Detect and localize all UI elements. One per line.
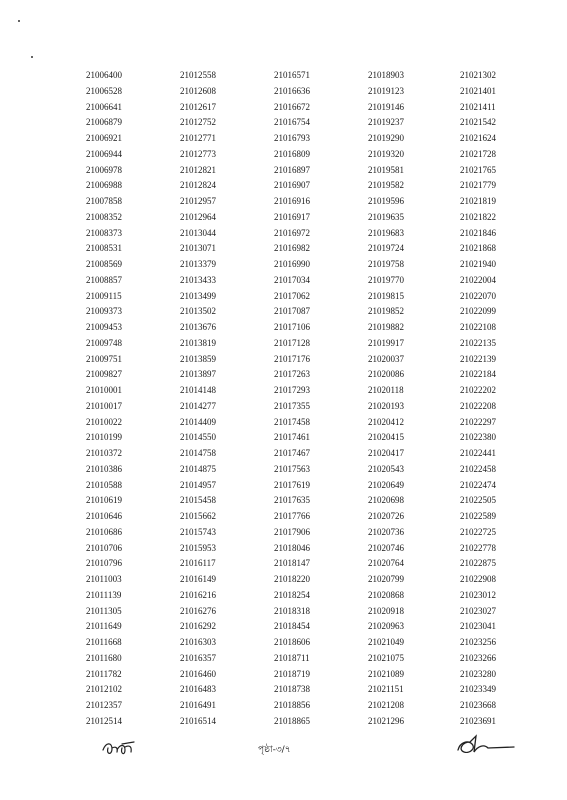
roll-number: 21020412 <box>368 416 404 427</box>
roll-number: 21021208 <box>368 700 404 710</box>
roll-number: 21021779 <box>460 180 496 191</box>
roll-number: 21019815 <box>368 290 404 301</box>
roll-number: 21020799 <box>368 574 404 584</box>
roll-number: 21014277 <box>180 400 216 411</box>
roll-number: 21017355 <box>274 400 310 411</box>
roll-number: 21009827 <box>86 369 122 380</box>
roll-number: 21015743 <box>180 526 216 537</box>
roll-number: 21012771 <box>180 133 216 143</box>
roll-number: 21019237 <box>368 117 404 128</box>
roll-number: 21013379 <box>180 259 216 269</box>
roll-number: 21022297 <box>460 416 496 427</box>
roll-number: 21023266 <box>460 652 496 663</box>
roll-number: 21023041 <box>460 621 496 632</box>
roll-number: 21016216 <box>180 589 216 600</box>
roll-number: 21020868 <box>368 589 404 600</box>
roll-number: 21014550 <box>180 432 216 443</box>
roll-number: 21021151 <box>368 684 404 695</box>
roll-number: 21022202 <box>460 385 496 395</box>
roll-number: 21017034 <box>274 274 310 285</box>
roll-number: 21016571 <box>274 70 310 80</box>
roll-number: 21020726 <box>368 511 404 521</box>
roll-number: 21012773 <box>180 148 216 159</box>
roll-number: 21010796 <box>86 558 122 569</box>
roll-number: 21022208 <box>460 400 496 411</box>
roll-number: 21022505 <box>460 495 496 506</box>
roll-number: 21014758 <box>180 448 216 458</box>
roll-number: 21016897 <box>274 164 310 175</box>
roll-column-3 <box>274 68 368 730</box>
roll-number: 21018606 <box>274 637 310 647</box>
page-footer <box>0 728 567 768</box>
roll-number: 21009748 <box>86 337 122 348</box>
roll-number: 21012957 <box>180 196 216 206</box>
roll-number: 21019882 <box>368 322 404 332</box>
roll-number: 21018719 <box>274 668 310 679</box>
roll-number: 21012617 <box>180 101 216 112</box>
roll-number: 21016907 <box>274 180 310 191</box>
roll-number: 21016636 <box>274 85 310 96</box>
roll-number: 21011139 <box>86 589 122 600</box>
roll-number: 21012514 <box>86 715 122 726</box>
roll-number: 21017062 <box>274 290 310 301</box>
roll-number: 21017176 <box>274 353 310 364</box>
roll-number: 21017461 <box>274 432 310 443</box>
roll-number: 21006400 <box>86 70 122 80</box>
roll-number: 21020118 <box>368 385 404 395</box>
roll-number: 21016357 <box>180 652 216 663</box>
roll-number: 21006641 <box>86 101 122 112</box>
roll-number: 21022474 <box>460 479 496 490</box>
roll-number: 21023668 <box>460 700 496 710</box>
roll-number: 21019146 <box>368 101 404 112</box>
roll-number: 21011003 <box>86 574 122 584</box>
roll-number: 21016982 <box>274 243 310 254</box>
roll-number: 21014409 <box>180 416 216 427</box>
roll-number: 21023280 <box>460 668 496 679</box>
roll-number: 21017467 <box>274 448 310 458</box>
roll-number: 21019917 <box>368 337 404 348</box>
roll-number: 21019635 <box>368 211 404 222</box>
roll-number: 21014875 <box>180 463 216 474</box>
roll-number: 21016990 <box>274 259 310 269</box>
roll-number-table <box>86 68 526 730</box>
roll-number: 21018856 <box>274 700 310 710</box>
roll-number: 21008352 <box>86 211 122 222</box>
roll-column-1 <box>86 68 180 730</box>
roll-number: 21023349 <box>460 684 496 695</box>
roll-number: 21010017 <box>86 400 122 411</box>
roll-number: 21021075 <box>368 652 404 663</box>
roll-number: 21011680 <box>86 652 122 663</box>
roll-number: 21022380 <box>460 432 496 443</box>
roll-number: 21016514 <box>180 715 216 726</box>
roll-number: 21018454 <box>274 621 310 632</box>
roll-number: 21012357 <box>86 700 122 710</box>
roll-number: 21010372 <box>86 448 122 458</box>
roll-number: 21010022 <box>86 416 122 427</box>
roll-number: 21010001 <box>86 385 122 395</box>
roll-number: 21013499 <box>180 290 216 301</box>
roll-number: 21021302 <box>460 70 496 80</box>
roll-number: 21021940 <box>460 259 496 269</box>
signature-left <box>100 736 140 760</box>
roll-number: 21020736 <box>368 526 404 537</box>
roll-number: 21009115 <box>86 290 122 301</box>
roll-number: 21010199 <box>86 432 122 443</box>
roll-number: 21006944 <box>86 148 122 159</box>
roll-number: 21010646 <box>86 511 122 521</box>
roll-number: 21017263 <box>274 369 310 380</box>
roll-number: 21020698 <box>368 495 404 506</box>
roll-number: 21020037 <box>368 353 404 364</box>
roll-number: 21016972 <box>274 227 310 238</box>
roll-number: 21009751 <box>86 353 122 364</box>
roll-number: 21010588 <box>86 479 122 490</box>
roll-number: 21016917 <box>274 211 310 222</box>
roll-number: 21016149 <box>180 574 216 584</box>
roll-number: 21019770 <box>368 274 404 285</box>
roll-number: 21023012 <box>460 589 496 600</box>
roll-number: 21014957 <box>180 479 216 490</box>
roll-number: 21019683 <box>368 227 404 238</box>
scan-speck <box>18 20 20 22</box>
scan-speck <box>31 56 33 58</box>
roll-number: 21013502 <box>180 306 216 317</box>
roll-number: 21010686 <box>86 526 122 537</box>
roll-number: 21016117 <box>180 558 216 569</box>
roll-number: 21011782 <box>86 668 122 679</box>
roll-number: 21022875 <box>460 558 496 569</box>
roll-number: 21018220 <box>274 574 310 584</box>
roll-number: 21011649 <box>86 621 122 632</box>
roll-number: 21022108 <box>460 322 496 332</box>
roll-number: 21020764 <box>368 558 404 569</box>
roll-column-4 <box>368 68 460 730</box>
roll-number: 21013433 <box>180 274 216 285</box>
roll-number: 21020963 <box>368 621 404 632</box>
roll-number: 21017635 <box>274 495 310 506</box>
roll-number: 21023027 <box>460 605 496 616</box>
roll-number: 21020918 <box>368 605 404 616</box>
roll-number: 21012558 <box>180 70 216 80</box>
roll-number: 21017087 <box>274 306 310 317</box>
roll-number: 21014148 <box>180 385 216 395</box>
roll-number: 21016460 <box>180 668 216 679</box>
roll-number: 21017458 <box>274 416 310 427</box>
roll-number: 21017619 <box>274 479 310 490</box>
roll-number: 21010386 <box>86 463 122 474</box>
roll-number: 21017293 <box>274 385 310 395</box>
roll-number: 21013819 <box>180 337 216 348</box>
roll-number: 21008531 <box>86 243 122 254</box>
roll-number: 21019758 <box>368 259 404 269</box>
roll-number: 21008569 <box>86 259 122 269</box>
roll-number: 21022184 <box>460 369 496 380</box>
roll-number: 21022778 <box>460 542 496 553</box>
roll-number: 21019290 <box>368 133 404 143</box>
roll-number: 21013897 <box>180 369 216 380</box>
roll-number: 21019320 <box>368 148 404 159</box>
roll-number: 21022458 <box>460 463 496 474</box>
roll-number: 21012824 <box>180 180 216 191</box>
roll-column-2 <box>180 68 274 730</box>
page-number: পৃষ্ঠা-৩/৭ <box>258 745 291 755</box>
roll-number: 21021728 <box>460 148 496 159</box>
roll-number: 21012964 <box>180 211 216 222</box>
roll-number: 21023256 <box>460 637 496 647</box>
roll-number: 21019852 <box>368 306 404 317</box>
roll-number: 21008857 <box>86 274 122 285</box>
roll-number: 21012102 <box>86 684 122 695</box>
roll-number: 21017128 <box>274 337 310 348</box>
roll-number: 21010706 <box>86 542 122 553</box>
roll-number: 21019123 <box>368 85 404 96</box>
roll-number: 21011668 <box>86 637 122 647</box>
roll-number: 21012608 <box>180 85 216 96</box>
roll-number: 21009373 <box>86 306 122 317</box>
roll-number: 21013859 <box>180 353 216 364</box>
roll-number: 21017906 <box>274 526 310 537</box>
roll-number: 21012752 <box>180 117 216 128</box>
roll-number: 21021089 <box>368 668 404 679</box>
roll-number: 21015953 <box>180 542 216 553</box>
roll-number: 21020086 <box>368 369 404 380</box>
roll-number: 21015458 <box>180 495 216 506</box>
roll-number: 21022441 <box>460 448 496 458</box>
roll-number: 21006921 <box>86 133 122 143</box>
roll-number: 21016491 <box>180 700 216 710</box>
roll-number: 21018254 <box>274 589 310 600</box>
roll-number: 21010619 <box>86 495 122 506</box>
roll-number: 21018711 <box>274 652 310 663</box>
roll-number: 21020543 <box>368 463 404 474</box>
roll-number: 21018865 <box>274 715 310 726</box>
roll-number: 21009453 <box>86 322 122 332</box>
roll-number: 21022099 <box>460 306 496 317</box>
roll-number: 21018738 <box>274 684 310 695</box>
roll-number: 21011305 <box>86 605 122 616</box>
roll-number: 21020746 <box>368 542 404 553</box>
roll-number: 21016916 <box>274 196 310 206</box>
roll-number: 21021401 <box>460 85 496 96</box>
roll-number: 21021868 <box>460 243 496 254</box>
roll-number: 21016809 <box>274 148 310 159</box>
roll-number: 21016672 <box>274 101 310 112</box>
roll-number: 21018903 <box>368 70 404 80</box>
roll-number: 21018318 <box>274 605 310 616</box>
roll-number: 21019724 <box>368 243 404 254</box>
roll-number: 21016754 <box>274 117 310 128</box>
roll-number: 21022004 <box>460 274 496 285</box>
roll-number: 21013071 <box>180 243 216 254</box>
roll-number: 21006879 <box>86 117 122 128</box>
roll-number: 21013676 <box>180 322 216 332</box>
roll-number: 21006978 <box>86 164 122 175</box>
roll-number: 21013044 <box>180 227 216 238</box>
roll-number: 21016303 <box>180 637 216 647</box>
roll-number: 21022725 <box>460 526 496 537</box>
roll-number: 21022589 <box>460 511 496 521</box>
roll-number: 21017563 <box>274 463 310 474</box>
roll-number: 21017766 <box>274 511 310 521</box>
roll-number: 21021296 <box>368 715 404 726</box>
roll-number: 21016793 <box>274 133 310 143</box>
roll-number: 21020415 <box>368 432 404 443</box>
roll-number: 21019596 <box>368 196 404 206</box>
roll-number: 21015662 <box>180 511 216 521</box>
roll-number: 21021819 <box>460 196 496 206</box>
roll-number: 21006528 <box>86 85 122 96</box>
roll-number: 21019582 <box>368 180 404 191</box>
roll-number: 21016483 <box>180 684 216 695</box>
roll-number: 21008373 <box>86 227 122 238</box>
roll-number: 21020417 <box>368 448 404 458</box>
signature-right <box>452 732 522 760</box>
roll-number: 21021822 <box>460 211 496 222</box>
roll-number: 21021411 <box>460 101 496 112</box>
roll-number: 21016276 <box>180 605 216 616</box>
roll-number: 21018147 <box>274 558 310 569</box>
roll-column-5 <box>460 68 526 730</box>
roll-number: 21020649 <box>368 479 404 490</box>
roll-number: 21016292 <box>180 621 216 632</box>
roll-number: 21017106 <box>274 322 310 332</box>
roll-number: 21006988 <box>86 180 122 191</box>
roll-number: 21019581 <box>368 164 404 175</box>
roll-number: 21012821 <box>180 164 216 175</box>
roll-number: 21022070 <box>460 290 496 301</box>
roll-number: 21022908 <box>460 574 496 584</box>
roll-number: 21022135 <box>460 337 496 348</box>
roll-number: 21007858 <box>86 196 122 206</box>
roll-number: 21021846 <box>460 227 496 238</box>
roll-number: 21022139 <box>460 353 496 364</box>
roll-number: 21023691 <box>460 715 496 726</box>
roll-number: 21021049 <box>368 637 404 647</box>
roll-number: 21021624 <box>460 133 496 143</box>
roll-number: 21021765 <box>460 164 496 175</box>
roll-number: 21020193 <box>368 400 404 411</box>
roll-number: 21021542 <box>460 117 496 128</box>
roll-number: 21018046 <box>274 542 310 553</box>
